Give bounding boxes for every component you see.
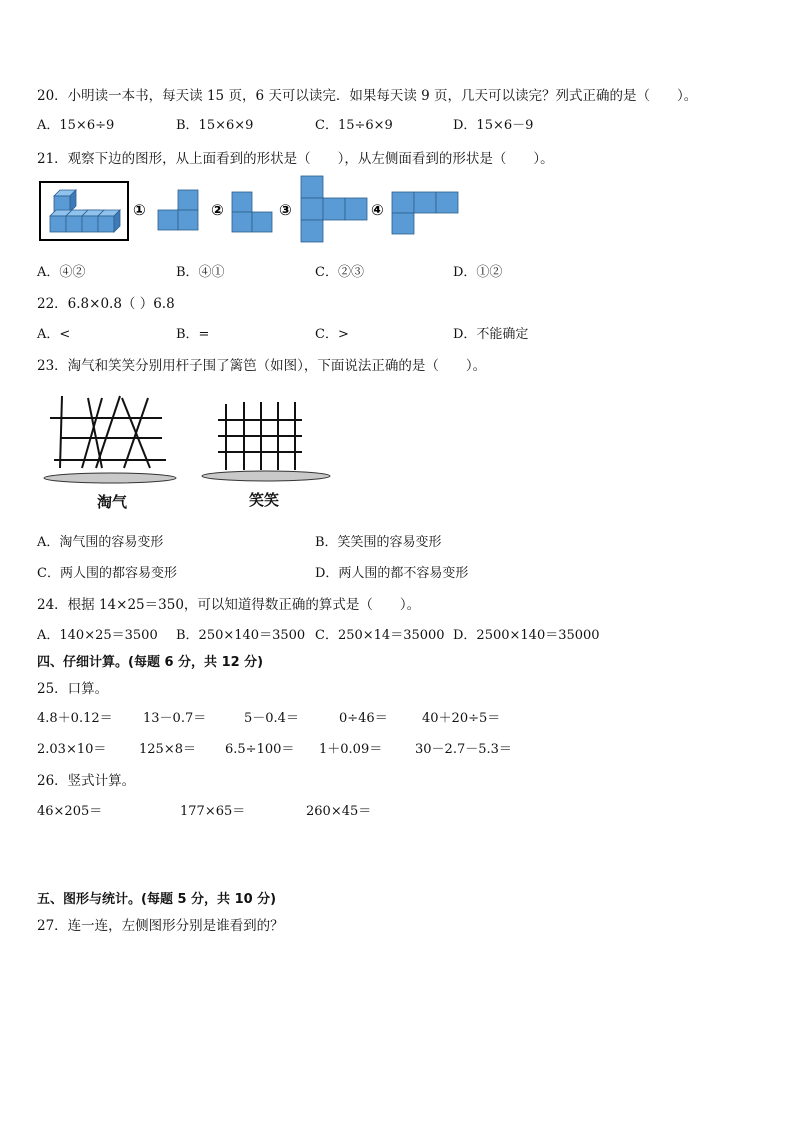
q23-fence-figure [36, 390, 336, 490]
q21-figure [36, 174, 476, 248]
q26-stem: 26．竖式计算。 [37, 773, 136, 789]
q21-option-d: D．①② [453, 265, 503, 280]
q24-option-b: B．250×140＝3500 [176, 628, 306, 643]
q22-option-a: A．< [37, 327, 71, 342]
q24-option-c: C．250×14＝35000 [315, 628, 445, 643]
view-shape-3 [301, 176, 367, 242]
q26-item: 177×65＝ [180, 804, 246, 819]
q24-option-d: D．2500×140＝35000 [453, 628, 600, 643]
q25-stem: 25．口算。 [37, 681, 109, 697]
q21-option-b: B．④① [176, 265, 225, 280]
q20-option-b: B．15×6×9 [176, 118, 254, 133]
view-shape-1 [158, 190, 198, 230]
q22-option-b: B．= [176, 327, 210, 342]
taoqi-ground [44, 473, 176, 483]
xiaoxiao-fence [218, 402, 302, 470]
q21-stem: 21．观察下边的图形，从上面看到的形状是（ ），从左侧面看到的形状是（ ）。 [37, 151, 554, 167]
q22-option-d: D．不能确定 [453, 327, 529, 342]
q21-option-c: C．②③ [315, 265, 364, 280]
q23-stem: 23．淘气和笑笑分别用杆子围了篱笆（如图），下面说法正确的是（ ）。 [37, 358, 487, 374]
q25-item: 30－2.7－5.3＝ [415, 742, 512, 757]
q20-option-c: C．15÷6×9 [315, 118, 393, 133]
q22-stem: 22．6.8×0.8（ ）6.8 [37, 296, 175, 312]
q25-item: 0÷46＝ [339, 711, 388, 726]
cube-solid-figure [40, 182, 128, 240]
q21-marker-4: ④ [371, 201, 384, 219]
q20-option-a: A．15×6÷9 [37, 118, 115, 133]
section4-title: 四、仔细计算。(每题 6 分，共 12 分) [37, 655, 264, 670]
q22-option-c: C．> [315, 327, 349, 342]
q26-item: 46×205＝ [37, 804, 103, 819]
view-shape-2 [232, 192, 272, 232]
q25-item: 1＋0.09＝ [319, 742, 383, 757]
q25-item: 5－0.4＝ [244, 711, 299, 726]
q25-item: 125×8＝ [139, 742, 196, 757]
q21-marker-2: ② [211, 201, 224, 219]
q23-option-c: C．两人围的都容易变形 [37, 566, 177, 581]
q21-marker-1: ① [133, 201, 146, 219]
q25-item: 13－0.7＝ [143, 711, 207, 726]
q25-item: 6.5÷100＝ [225, 742, 295, 757]
q25-item: 40＋20÷5＝ [422, 711, 501, 726]
taoqi-caption: 淘气 [97, 493, 128, 511]
q24-option-a: A．140×25＝3500 [37, 628, 158, 643]
q24-stem: 24．根据 14×25＝350，可以知道得数正确的算式是（ ）。 [37, 597, 421, 613]
q25-item: 2.03×10＝ [37, 742, 107, 757]
section5-title: 五、图形与统计。(每题 5 分，共 10 分) [37, 892, 277, 907]
q21-marker-3: ③ [279, 201, 292, 219]
q27-stem: 27．连一连，左侧图形分别是谁看到的？ [37, 918, 284, 934]
xiaoxiao-ground [202, 471, 330, 481]
q20-stem: 20．小明读一本书，每天读 15 页，6 天可以读完．如果每天读 9 页，几天可以读完？列式正确的是（ ）。 [37, 88, 698, 104]
q21-option-a: A．④② [37, 265, 86, 280]
q25-item: 4.8＋0.12＝ [37, 711, 113, 726]
q23-option-b: B．笑笑围的容易变形 [315, 535, 442, 550]
q23-option-a: A．淘气围的容易变形 [37, 535, 164, 550]
q20-option-d: D．15×6－9 [453, 118, 534, 133]
q23-option-d: D．两人围的都不容易变形 [315, 566, 469, 581]
view-shape-4 [392, 192, 458, 234]
q26-item: 260×45＝ [306, 804, 372, 819]
xiaoxiao-caption: 笑笑 [249, 491, 280, 509]
taoqi-fence [50, 396, 166, 468]
